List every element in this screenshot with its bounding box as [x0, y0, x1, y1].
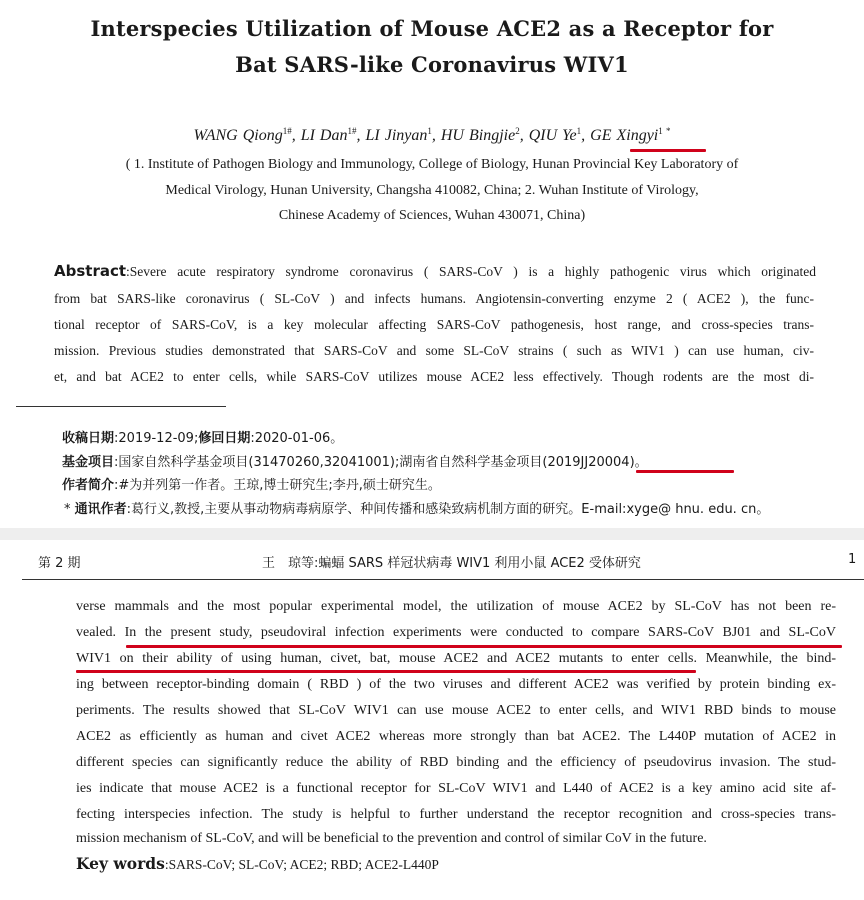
- author: HU Bingjie: [440, 127, 516, 144]
- paper-title-line-1: Interspecies Utilization of Mouse ACE2 as a Receptor for: [90, 16, 774, 41]
- revised-label: 修回日期: [198, 431, 251, 446]
- affiliation-line-2: Medical Virology, Hunan University, Changsha 410082, China; 2. Wuhan Institute of Virology,: [165, 183, 699, 198]
- fund-text: :国家自然科学基金项目(31470260,32041001);湖南省自然科学基金项目(: [114, 455, 548, 470]
- abstract-continued-line: vealed. In the present study, pseudoviral infection experiments were conducted to compare SARS-CoV BJ01 and SL-CoV: [76, 625, 836, 640]
- keywords-text: SARS-CoV; SL-CoV; ACE2; RBD; ACE2-L440P: [168, 857, 439, 872]
- affiliation-line-1: ( 1. Institute of Pathogen Biology and Immunology, College of Biology, Hunan Provincial Key Laboratory of: [125, 157, 739, 172]
- author-affil-mark: 1 *: [658, 126, 671, 136]
- abstract-line: [54, 262, 816, 280]
- running-header-title: 王 琼等:蝙蝠 SARS 样冠状病毒 WIV1 利用小鼠 ACE2 受体研究: [262, 556, 641, 571]
- abstract-continued-line: ies indicate that mouse ACE2 is a functional receptor for SL-CoV WIV1 and L440 of ACE2 is a key amino acid site af-: [76, 781, 836, 796]
- abstract-continued-line: fecting interspecies infection. The study is helpful to further understand the receptor recognition and cross-species trans-: [76, 807, 836, 822]
- revised-date: :2020-01-06。: [250, 431, 344, 446]
- abstract-line: from bat SARS-like coronavirus ( SL-CoV ) and infects humans. Angiotensin-converting enzyme 2 ( ACE2 ), the func-: [54, 291, 814, 306]
- keywords-label: Key words: [76, 854, 165, 873]
- received-label: 收稿日期: [62, 431, 115, 446]
- abstract-colon: :: [126, 264, 130, 279]
- author: QIU Ye: [528, 127, 577, 144]
- corresponding-author: GE Xingyi: [590, 127, 659, 144]
- corr-prefix: *: [64, 502, 75, 517]
- corr-text: :葛行义,教授,主要从事动物病毒病原学、种间传播和感染致病机制方面的研究。E-mail:xyge@ hnu. edu. cn。: [126, 502, 770, 517]
- header-rule: [22, 579, 864, 580]
- footnote-dates: [62, 427, 343, 446]
- abstract-line: mission. Previous studies demonstrated that SARS-CoV and some SL-CoV strains ( such as WIV1 ) can use human, civ-: [54, 343, 814, 358]
- running-header-issue: 第 2 期: [38, 556, 81, 571]
- footnote-funding: [62, 451, 648, 470]
- footnote-corresponding: [64, 498, 769, 517]
- author-affil-mark: 1#: [282, 126, 292, 136]
- received-date: :2019-12-09;: [114, 431, 199, 446]
- running-header-page: 1: [848, 552, 857, 567]
- fund-end: )。: [629, 455, 648, 470]
- author-affil-mark: 1: [576, 126, 582, 136]
- affiliation-line-3: Chinese Academy of Sciences, Wuhan 430071, China): [278, 208, 586, 223]
- bio-text: :#为并列第一作者。王琼,博士研究生;李丹,硕士研究生。: [114, 478, 441, 493]
- abstract-label: Abstract: [54, 262, 127, 280]
- author-list: WANG Qiong$^{1\#}$, LI Dan$^{1\#}$, LI Jinyan$^1$, HU Bingjie$^2$, QIU Ye$^1$, GE Xingyi$^{1 *}$: [193, 126, 671, 144]
- author: LI Jinyan: [365, 127, 428, 144]
- author-affil-mark: 1: [427, 126, 432, 136]
- footnote-author-bio: [62, 474, 441, 493]
- author: WANG Qiong: [193, 127, 283, 144]
- abstract-line: tional receptor of SARS-CoV, is a key molecular affecting SARS-CoV pathogenesis, host range, and cross-species trans-: [54, 317, 814, 332]
- paper-title-line-2: Bat SARS-like Coronavirus WIV1: [235, 52, 629, 77]
- author-affil-mark: 1#: [347, 126, 357, 136]
- author-affil-mark: 2: [515, 126, 520, 136]
- fund-label: 基金项目: [62, 455, 115, 470]
- abstract-continued-line: ing between receptor-binding domain ( RBD ) of the two viruses and different ACE2 was verified by protein binding ex-: [76, 677, 836, 692]
- annotation-underline-study-aim-1: [126, 645, 842, 648]
- fund-code: 2019JJ20004: [547, 455, 630, 470]
- abstract-text: Severe acute respiratory syndrome coronavirus ( SARS-CoV ) is a highly pathogenic virus which originated: [129, 264, 816, 279]
- abstract-continued-line: periments. The results showed that SL-CoV WIV1 can use mouse ACE2 to enter cells, and WIV1 RBD binds to mouse: [76, 703, 836, 718]
- abstract-continued-line: verse mammals and the most popular experimental model, the utilization of mouse ACE2 by SL-CoV has not been re-: [76, 599, 836, 614]
- abstract-line: et, and bat ACE2 to enter cells, while SARS-CoV utilizes mouse ACE2 less effectively. Though rodents are the most di-: [54, 369, 814, 384]
- annotation-underline-fund-code: [636, 470, 734, 473]
- corr-label: 通讯作者: [74, 502, 127, 517]
- abstract-continued-line: different species can significantly reduce the ability of RBD binding and the efficiency of pseudovirus invasion. The stud-: [76, 755, 836, 770]
- page-separator: [0, 528, 864, 540]
- abstract-continued-line: WIV1 on their ability of using human, civet, bat, mouse ACE2 and ACE2 mutants to enter cells. Meanwhile, the bind-: [76, 651, 836, 666]
- annotation-underline-corresponding-author: [630, 149, 706, 152]
- footnote-divider: [16, 406, 226, 407]
- keywords: [76, 854, 439, 873]
- abstract-continued-line: ACE2 as efficiently as human and civet ACE2 whereas more strongly than bat ACE2. The L440P mutation of ACE2 in: [76, 729, 836, 744]
- abstract-continued-line: mission mechanism of SL-CoV, and will be beneficial to the prevention and control of similar CoV in the future.: [76, 831, 707, 846]
- annotation-underline-study-aim-2: [76, 670, 696, 673]
- bio-label: 作者简介: [62, 478, 115, 493]
- keywords-colon: :: [164, 857, 169, 872]
- author: LI Dan: [300, 127, 348, 144]
